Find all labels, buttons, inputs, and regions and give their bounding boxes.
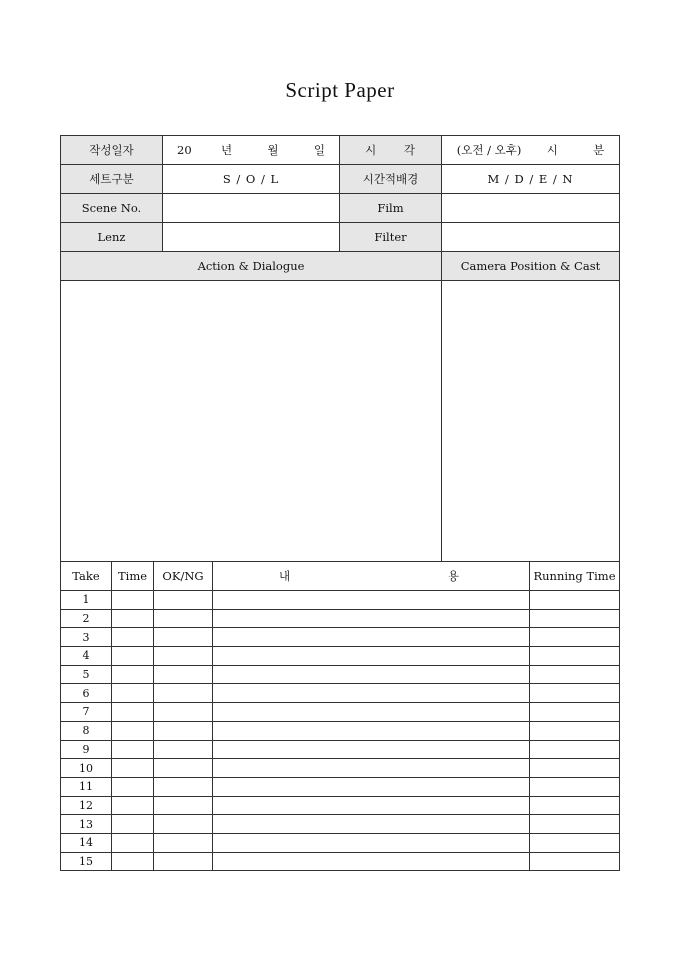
okng-cell[interactable] — [154, 684, 213, 703]
content-cell[interactable] — [213, 852, 530, 871]
time-cell[interactable] — [112, 796, 154, 815]
film-label: Film — [340, 194, 442, 223]
running-time-header: Running Time — [530, 562, 620, 591]
take-row — [61, 777, 620, 796]
ampm-option: (오전 / 오후) — [456, 143, 522, 157]
take-number: 12 — [61, 796, 112, 815]
time-cell[interactable] — [112, 815, 154, 834]
take-row — [61, 815, 620, 834]
take-rows — [61, 591, 620, 871]
camera-cast-header: Camera Position & Cast — [442, 252, 620, 281]
content-cell[interactable] — [213, 815, 530, 834]
set-value[interactable]: S / O / L — [163, 165, 340, 194]
time-cell[interactable] — [112, 628, 154, 647]
take-row — [61, 796, 620, 815]
content-cell[interactable] — [213, 721, 530, 740]
okng-cell[interactable] — [154, 665, 213, 684]
action-dialogue-header: Action & Dialogue — [61, 252, 442, 281]
running-time-cell[interactable] — [530, 777, 620, 796]
take-number: 13 — [61, 815, 112, 834]
content-cell[interactable] — [213, 703, 530, 722]
take-number: 4 — [61, 647, 112, 666]
running-time-cell[interactable] — [530, 796, 620, 815]
hour-label: 시 — [546, 143, 558, 157]
take-row — [61, 833, 620, 852]
content-cell[interactable] — [213, 665, 530, 684]
action-dialogue-area[interactable] — [61, 281, 442, 562]
okng-cell[interactable] — [154, 721, 213, 740]
take-row — [61, 665, 620, 684]
take-row — [61, 721, 620, 740]
okng-cell[interactable] — [154, 833, 213, 852]
take-row — [61, 684, 620, 703]
running-time-cell[interactable] — [530, 647, 620, 666]
take-row — [61, 740, 620, 759]
take-number: 9 — [61, 740, 112, 759]
take-number: 8 — [61, 721, 112, 740]
take-number: 15 — [61, 852, 112, 871]
month-label: 월 — [267, 143, 279, 157]
content-cell[interactable] — [213, 796, 530, 815]
take-number: 5 — [61, 665, 112, 684]
time-header: Time — [112, 562, 154, 591]
content-cell[interactable] — [213, 833, 530, 852]
okng-cell[interactable] — [154, 852, 213, 871]
running-time-cell[interactable] — [530, 721, 620, 740]
take-number: 2 — [61, 609, 112, 628]
running-time-cell[interactable] — [530, 703, 620, 722]
timeslot-label: 시간적배경 — [340, 165, 442, 194]
content-cell[interactable] — [213, 628, 530, 647]
minute-label: 분 — [593, 143, 605, 157]
take-row — [61, 628, 620, 647]
content-header-left: 내 — [279, 569, 291, 583]
written-date-field[interactable] — [163, 136, 340, 165]
time-cell[interactable] — [112, 721, 154, 740]
take-number: 11 — [61, 777, 112, 796]
content-cell[interactable] — [213, 759, 530, 778]
okng-cell[interactable] — [154, 628, 213, 647]
okng-cell[interactable] — [154, 647, 213, 666]
year-label: 년 — [221, 143, 233, 157]
okng-cell[interactable] — [154, 777, 213, 796]
scene-field[interactable] — [163, 194, 340, 223]
take-row — [61, 609, 620, 628]
okng-cell[interactable] — [154, 591, 213, 610]
take-row — [61, 647, 620, 666]
content-cell[interactable] — [213, 591, 530, 610]
time-label: 시 각 — [340, 136, 442, 165]
time-cell[interactable] — [112, 759, 154, 778]
okng-cell[interactable] — [154, 759, 213, 778]
lenz-label: Lenz — [61, 223, 163, 252]
time-cell[interactable] — [112, 777, 154, 796]
take-row — [61, 759, 620, 778]
okng-cell[interactable] — [154, 740, 213, 759]
content-cell[interactable] — [213, 609, 530, 628]
okng-cell[interactable] — [154, 703, 213, 722]
take-number: 10 — [61, 759, 112, 778]
filter-field[interactable] — [442, 223, 620, 252]
scene-label: Scene No. — [61, 194, 163, 223]
content-cell[interactable] — [213, 740, 530, 759]
film-field[interactable] — [442, 194, 620, 223]
running-time-cell[interactable] — [530, 591, 620, 610]
take-row — [61, 852, 620, 871]
running-time-cell[interactable] — [530, 815, 620, 834]
running-time-cell[interactable] — [530, 665, 620, 684]
filter-label: Filter — [340, 223, 442, 252]
take-number: 7 — [61, 703, 112, 722]
okng-cell[interactable] — [154, 815, 213, 834]
content-header — [213, 562, 530, 591]
running-time-cell[interactable] — [530, 759, 620, 778]
written-date-label: 작성일자 — [61, 136, 163, 165]
running-time-cell[interactable] — [530, 852, 620, 871]
okng-header: OK/NG — [154, 562, 213, 591]
header-info-table — [60, 135, 620, 562]
take-header: Take — [61, 562, 112, 591]
running-time-cell[interactable] — [530, 684, 620, 703]
running-time-cell[interactable] — [530, 740, 620, 759]
take-number: 1 — [61, 591, 112, 610]
content-cell[interactable] — [213, 777, 530, 796]
date-prefix: 20 — [177, 143, 192, 157]
take-row — [61, 591, 620, 610]
content-cell[interactable] — [213, 647, 530, 666]
time-field[interactable] — [442, 136, 620, 165]
lenz-field[interactable] — [163, 223, 340, 252]
time-cell[interactable] — [112, 833, 154, 852]
content-header-right: 용 — [447, 569, 459, 583]
content-cell[interactable] — [213, 684, 530, 703]
running-time-cell[interactable] — [530, 609, 620, 628]
time-cell[interactable] — [112, 703, 154, 722]
take-row — [61, 703, 620, 722]
running-time-cell[interactable] — [530, 628, 620, 647]
time-cell[interactable] — [112, 852, 154, 871]
camera-cast-area[interactable] — [442, 281, 620, 562]
time-cell[interactable] — [112, 684, 154, 703]
timeslot-value[interactable]: M / D / E / N — [442, 165, 620, 194]
time-cell[interactable] — [112, 665, 154, 684]
running-time-cell[interactable] — [530, 833, 620, 852]
time-cell[interactable] — [112, 740, 154, 759]
okng-cell[interactable] — [154, 609, 213, 628]
set-label: 세트구분 — [61, 165, 163, 194]
page-title: Script Paper — [285, 78, 395, 102]
takes-table — [60, 561, 620, 871]
take-number: 6 — [61, 684, 112, 703]
take-number: 3 — [61, 628, 112, 647]
day-label: 일 — [313, 143, 325, 157]
okng-cell[interactable] — [154, 796, 213, 815]
time-cell[interactable] — [112, 647, 154, 666]
time-cell[interactable] — [112, 609, 154, 628]
time-cell[interactable] — [112, 591, 154, 610]
take-number: 14 — [61, 833, 112, 852]
